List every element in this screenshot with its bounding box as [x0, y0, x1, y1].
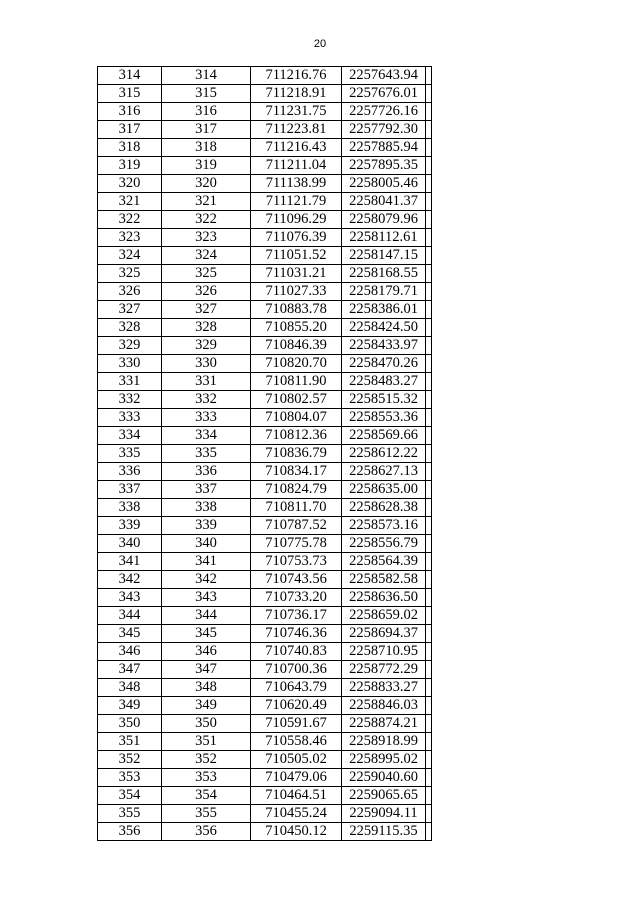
table-row — [98, 589, 432, 607]
y-coordinate-cell: 2258628.38 — [342, 499, 426, 517]
y-coordinate-cell: 2257792.30 — [342, 121, 426, 139]
x-coordinate-cell: 710846.39 — [251, 337, 342, 355]
y-coordinate-cell: 2258569.66 — [342, 427, 426, 445]
empty-cell — [426, 661, 432, 679]
vertex-number-cell: 324 — [162, 247, 251, 265]
table-row — [98, 697, 432, 715]
vertex-number-cell: 336 — [162, 463, 251, 481]
empty-cell — [426, 193, 432, 211]
point-number-cell: 356 — [98, 823, 162, 841]
empty-cell — [426, 499, 432, 517]
point-number-cell: 346 — [98, 643, 162, 661]
table-row — [98, 265, 432, 283]
x-coordinate-cell: 710804.07 — [251, 409, 342, 427]
point-number-cell: 343 — [98, 589, 162, 607]
vertex-number-cell: 355 — [162, 805, 251, 823]
table-row — [98, 499, 432, 517]
point-number-cell: 330 — [98, 355, 162, 373]
table-row — [98, 283, 432, 301]
empty-cell — [426, 769, 432, 787]
x-coordinate-cell: 710733.20 — [251, 589, 342, 607]
vertex-number-cell: 318 — [162, 139, 251, 157]
table-row — [98, 157, 432, 175]
table-row — [98, 463, 432, 481]
empty-cell — [426, 517, 432, 535]
vertex-number-cell: 356 — [162, 823, 251, 841]
point-number-cell: 318 — [98, 139, 162, 157]
y-coordinate-cell: 2258433.97 — [342, 337, 426, 355]
y-coordinate-cell: 2259115.35 — [342, 823, 426, 841]
vertex-number-cell: 353 — [162, 769, 251, 787]
point-number-cell: 347 — [98, 661, 162, 679]
x-coordinate-cell: 710820.70 — [251, 355, 342, 373]
y-coordinate-cell: 2258553.36 — [342, 409, 426, 427]
x-coordinate-cell: 711216.76 — [251, 67, 342, 85]
vertex-number-cell: 319 — [162, 157, 251, 175]
point-number-cell: 348 — [98, 679, 162, 697]
point-number-cell: 341 — [98, 553, 162, 571]
y-coordinate-cell: 2258179.71 — [342, 283, 426, 301]
y-coordinate-cell: 2258694.37 — [342, 625, 426, 643]
vertex-number-cell: 328 — [162, 319, 251, 337]
table-row — [98, 103, 432, 121]
point-number-cell: 328 — [98, 319, 162, 337]
empty-cell — [426, 121, 432, 139]
empty-cell — [426, 211, 432, 229]
page-number: 20 — [313, 38, 327, 50]
y-coordinate-cell: 2258564.39 — [342, 553, 426, 571]
x-coordinate-cell: 711096.29 — [251, 211, 342, 229]
vertex-number-cell: 322 — [162, 211, 251, 229]
x-coordinate-cell: 711027.33 — [251, 283, 342, 301]
point-number-cell: 339 — [98, 517, 162, 535]
table-row — [98, 319, 432, 337]
y-coordinate-cell: 2258168.55 — [342, 265, 426, 283]
x-coordinate-cell: 710700.36 — [251, 661, 342, 679]
point-number-cell: 354 — [98, 787, 162, 805]
table-row — [98, 445, 432, 463]
x-coordinate-cell: 710811.70 — [251, 499, 342, 517]
y-coordinate-cell: 2258627.13 — [342, 463, 426, 481]
x-coordinate-cell: 710743.56 — [251, 571, 342, 589]
empty-cell — [426, 283, 432, 301]
vertex-number-cell: 325 — [162, 265, 251, 283]
table-row — [98, 193, 432, 211]
table-row — [98, 715, 432, 733]
table-row — [98, 607, 432, 625]
y-coordinate-cell: 2258846.03 — [342, 697, 426, 715]
table-row — [98, 751, 432, 769]
table-row — [98, 553, 432, 571]
y-coordinate-cell: 2258636.50 — [342, 589, 426, 607]
table-row — [98, 787, 432, 805]
point-number-cell: 355 — [98, 805, 162, 823]
y-coordinate-cell: 2258612.22 — [342, 445, 426, 463]
table-row — [98, 769, 432, 787]
x-coordinate-cell: 710591.67 — [251, 715, 342, 733]
vertex-number-cell: 346 — [162, 643, 251, 661]
vertex-number-cell: 343 — [162, 589, 251, 607]
point-number-cell: 315 — [98, 85, 162, 103]
y-coordinate-cell: 2258483.27 — [342, 373, 426, 391]
empty-cell — [426, 643, 432, 661]
vertex-number-cell: 334 — [162, 427, 251, 445]
y-coordinate-cell: 2258995.02 — [342, 751, 426, 769]
point-number-cell: 353 — [98, 769, 162, 787]
empty-cell — [426, 391, 432, 409]
table-row — [98, 229, 432, 247]
empty-cell — [426, 427, 432, 445]
coordinates-table — [97, 66, 432, 841]
vertex-number-cell: 333 — [162, 409, 251, 427]
table-row — [98, 355, 432, 373]
x-coordinate-cell: 710824.79 — [251, 481, 342, 499]
vertex-number-cell: 338 — [162, 499, 251, 517]
y-coordinate-cell: 2258112.61 — [342, 229, 426, 247]
x-coordinate-cell: 710746.36 — [251, 625, 342, 643]
empty-cell — [426, 445, 432, 463]
y-coordinate-cell: 2258515.32 — [342, 391, 426, 409]
table-row — [98, 67, 432, 85]
table-row — [98, 517, 432, 535]
table-row — [98, 391, 432, 409]
y-coordinate-cell: 2258470.26 — [342, 355, 426, 373]
table-row — [98, 661, 432, 679]
x-coordinate-cell: 711138.99 — [251, 175, 342, 193]
empty-cell — [426, 319, 432, 337]
vertex-number-cell: 349 — [162, 697, 251, 715]
empty-cell — [426, 607, 432, 625]
point-number-cell: 340 — [98, 535, 162, 553]
table-row — [98, 823, 432, 841]
table-row — [98, 571, 432, 589]
x-coordinate-cell: 710620.49 — [251, 697, 342, 715]
x-coordinate-cell: 711223.81 — [251, 121, 342, 139]
empty-cell — [426, 175, 432, 193]
vertex-number-cell: 321 — [162, 193, 251, 211]
vertex-number-cell: 341 — [162, 553, 251, 571]
table-row — [98, 373, 432, 391]
vertex-number-cell: 339 — [162, 517, 251, 535]
x-coordinate-cell: 710775.78 — [251, 535, 342, 553]
point-number-cell: 316 — [98, 103, 162, 121]
point-number-cell: 336 — [98, 463, 162, 481]
x-coordinate-cell: 711211.04 — [251, 157, 342, 175]
y-coordinate-cell: 2258556.79 — [342, 535, 426, 553]
empty-cell — [426, 697, 432, 715]
y-coordinate-cell: 2258005.46 — [342, 175, 426, 193]
point-number-cell: 349 — [98, 697, 162, 715]
point-number-cell: 327 — [98, 301, 162, 319]
vertex-number-cell: 326 — [162, 283, 251, 301]
vertex-number-cell: 315 — [162, 85, 251, 103]
y-coordinate-cell: 2257885.94 — [342, 139, 426, 157]
vertex-number-cell: 332 — [162, 391, 251, 409]
table-body — [98, 67, 432, 841]
empty-cell — [426, 103, 432, 121]
point-number-cell: 323 — [98, 229, 162, 247]
table-row — [98, 121, 432, 139]
point-number-cell: 333 — [98, 409, 162, 427]
empty-cell — [426, 139, 432, 157]
vertex-number-cell: 350 — [162, 715, 251, 733]
point-number-cell: 334 — [98, 427, 162, 445]
point-number-cell: 342 — [98, 571, 162, 589]
y-coordinate-cell: 2257676.01 — [342, 85, 426, 103]
table-row — [98, 301, 432, 319]
point-number-cell: 325 — [98, 265, 162, 283]
point-number-cell: 331 — [98, 373, 162, 391]
y-coordinate-cell: 2257643.94 — [342, 67, 426, 85]
vertex-number-cell: 335 — [162, 445, 251, 463]
vertex-number-cell: 329 — [162, 337, 251, 355]
y-coordinate-cell: 2259094.11 — [342, 805, 426, 823]
empty-cell — [426, 247, 432, 265]
y-coordinate-cell: 2257895.35 — [342, 157, 426, 175]
point-number-cell: 335 — [98, 445, 162, 463]
table-row — [98, 535, 432, 553]
vertex-number-cell: 331 — [162, 373, 251, 391]
vertex-number-cell: 316 — [162, 103, 251, 121]
vertex-number-cell: 320 — [162, 175, 251, 193]
point-number-cell: 324 — [98, 247, 162, 265]
vertex-number-cell: 352 — [162, 751, 251, 769]
empty-cell — [426, 85, 432, 103]
table-row — [98, 427, 432, 445]
y-coordinate-cell: 2258041.37 — [342, 193, 426, 211]
vertex-number-cell: 351 — [162, 733, 251, 751]
x-coordinate-cell: 711121.79 — [251, 193, 342, 211]
y-coordinate-cell: 2259065.65 — [342, 787, 426, 805]
vertex-number-cell: 342 — [162, 571, 251, 589]
vertex-number-cell: 317 — [162, 121, 251, 139]
y-coordinate-cell: 2258635.00 — [342, 481, 426, 499]
y-coordinate-cell: 2258573.16 — [342, 517, 426, 535]
point-number-cell: 320 — [98, 175, 162, 193]
table-row — [98, 211, 432, 229]
table-row — [98, 805, 432, 823]
vertex-number-cell: 347 — [162, 661, 251, 679]
x-coordinate-cell: 710883.78 — [251, 301, 342, 319]
vertex-number-cell: 345 — [162, 625, 251, 643]
x-coordinate-cell: 711216.43 — [251, 139, 342, 157]
point-number-cell: 326 — [98, 283, 162, 301]
empty-cell — [426, 481, 432, 499]
point-number-cell: 352 — [98, 751, 162, 769]
x-coordinate-cell: 711218.91 — [251, 85, 342, 103]
empty-cell — [426, 805, 432, 823]
point-number-cell: 344 — [98, 607, 162, 625]
point-number-cell: 338 — [98, 499, 162, 517]
y-coordinate-cell: 2259040.60 — [342, 769, 426, 787]
x-coordinate-cell: 710740.83 — [251, 643, 342, 661]
point-number-cell: 337 — [98, 481, 162, 499]
vertex-number-cell: 327 — [162, 301, 251, 319]
y-coordinate-cell: 2257726.16 — [342, 103, 426, 121]
x-coordinate-cell: 710505.02 — [251, 751, 342, 769]
x-coordinate-cell: 710855.20 — [251, 319, 342, 337]
point-number-cell: 319 — [98, 157, 162, 175]
y-coordinate-cell: 2258424.50 — [342, 319, 426, 337]
x-coordinate-cell: 710736.17 — [251, 607, 342, 625]
x-coordinate-cell: 710834.17 — [251, 463, 342, 481]
x-coordinate-cell: 710787.52 — [251, 517, 342, 535]
x-coordinate-cell: 710450.12 — [251, 823, 342, 841]
point-number-cell: 317 — [98, 121, 162, 139]
y-coordinate-cell: 2258918.99 — [342, 733, 426, 751]
x-coordinate-cell: 710558.46 — [251, 733, 342, 751]
empty-cell — [426, 553, 432, 571]
y-coordinate-cell: 2258772.29 — [342, 661, 426, 679]
empty-cell — [426, 67, 432, 85]
vertex-number-cell: 337 — [162, 481, 251, 499]
y-coordinate-cell: 2258833.27 — [342, 679, 426, 697]
empty-cell — [426, 823, 432, 841]
x-coordinate-cell: 710479.06 — [251, 769, 342, 787]
vertex-number-cell: 323 — [162, 229, 251, 247]
point-number-cell: 332 — [98, 391, 162, 409]
y-coordinate-cell: 2258659.02 — [342, 607, 426, 625]
empty-cell — [426, 571, 432, 589]
x-coordinate-cell: 710753.73 — [251, 553, 342, 571]
empty-cell — [426, 373, 432, 391]
table-row — [98, 247, 432, 265]
empty-cell — [426, 409, 432, 427]
empty-cell — [426, 355, 432, 373]
x-coordinate-cell: 711031.21 — [251, 265, 342, 283]
empty-cell — [426, 463, 432, 481]
table-row — [98, 175, 432, 193]
y-coordinate-cell: 2258874.21 — [342, 715, 426, 733]
table-row — [98, 643, 432, 661]
empty-cell — [426, 301, 432, 319]
x-coordinate-cell: 710455.24 — [251, 805, 342, 823]
empty-cell — [426, 535, 432, 553]
table-row — [98, 625, 432, 643]
vertex-number-cell: 354 — [162, 787, 251, 805]
point-number-cell: 322 — [98, 211, 162, 229]
y-coordinate-cell: 2258582.58 — [342, 571, 426, 589]
empty-cell — [426, 589, 432, 607]
x-coordinate-cell: 711231.75 — [251, 103, 342, 121]
point-number-cell: 351 — [98, 733, 162, 751]
table-row — [98, 139, 432, 157]
point-number-cell: 350 — [98, 715, 162, 733]
point-number-cell: 314 — [98, 67, 162, 85]
x-coordinate-cell: 710811.90 — [251, 373, 342, 391]
empty-cell — [426, 679, 432, 697]
point-number-cell: 345 — [98, 625, 162, 643]
empty-cell — [426, 265, 432, 283]
vertex-number-cell: 348 — [162, 679, 251, 697]
table-row — [98, 733, 432, 751]
y-coordinate-cell: 2258079.96 — [342, 211, 426, 229]
empty-cell — [426, 751, 432, 769]
empty-cell — [426, 229, 432, 247]
x-coordinate-cell: 711076.39 — [251, 229, 342, 247]
empty-cell — [426, 625, 432, 643]
y-coordinate-cell: 2258147.15 — [342, 247, 426, 265]
x-coordinate-cell: 710643.79 — [251, 679, 342, 697]
x-coordinate-cell: 710836.79 — [251, 445, 342, 463]
vertex-number-cell: 344 — [162, 607, 251, 625]
vertex-number-cell: 340 — [162, 535, 251, 553]
table-row — [98, 337, 432, 355]
empty-cell — [426, 157, 432, 175]
x-coordinate-cell: 711051.52 — [251, 247, 342, 265]
empty-cell — [426, 787, 432, 805]
table-row — [98, 481, 432, 499]
x-coordinate-cell: 710464.51 — [251, 787, 342, 805]
y-coordinate-cell: 2258710.95 — [342, 643, 426, 661]
empty-cell — [426, 733, 432, 751]
vertex-number-cell: 314 — [162, 67, 251, 85]
empty-cell — [426, 715, 432, 733]
table-row — [98, 85, 432, 103]
vertex-number-cell: 330 — [162, 355, 251, 373]
point-number-cell: 329 — [98, 337, 162, 355]
point-number-cell: 321 — [98, 193, 162, 211]
table-row — [98, 409, 432, 427]
empty-cell — [426, 337, 432, 355]
x-coordinate-cell: 710812.36 — [251, 427, 342, 445]
y-coordinate-cell: 2258386.01 — [342, 301, 426, 319]
table-row — [98, 679, 432, 697]
x-coordinate-cell: 710802.57 — [251, 391, 342, 409]
